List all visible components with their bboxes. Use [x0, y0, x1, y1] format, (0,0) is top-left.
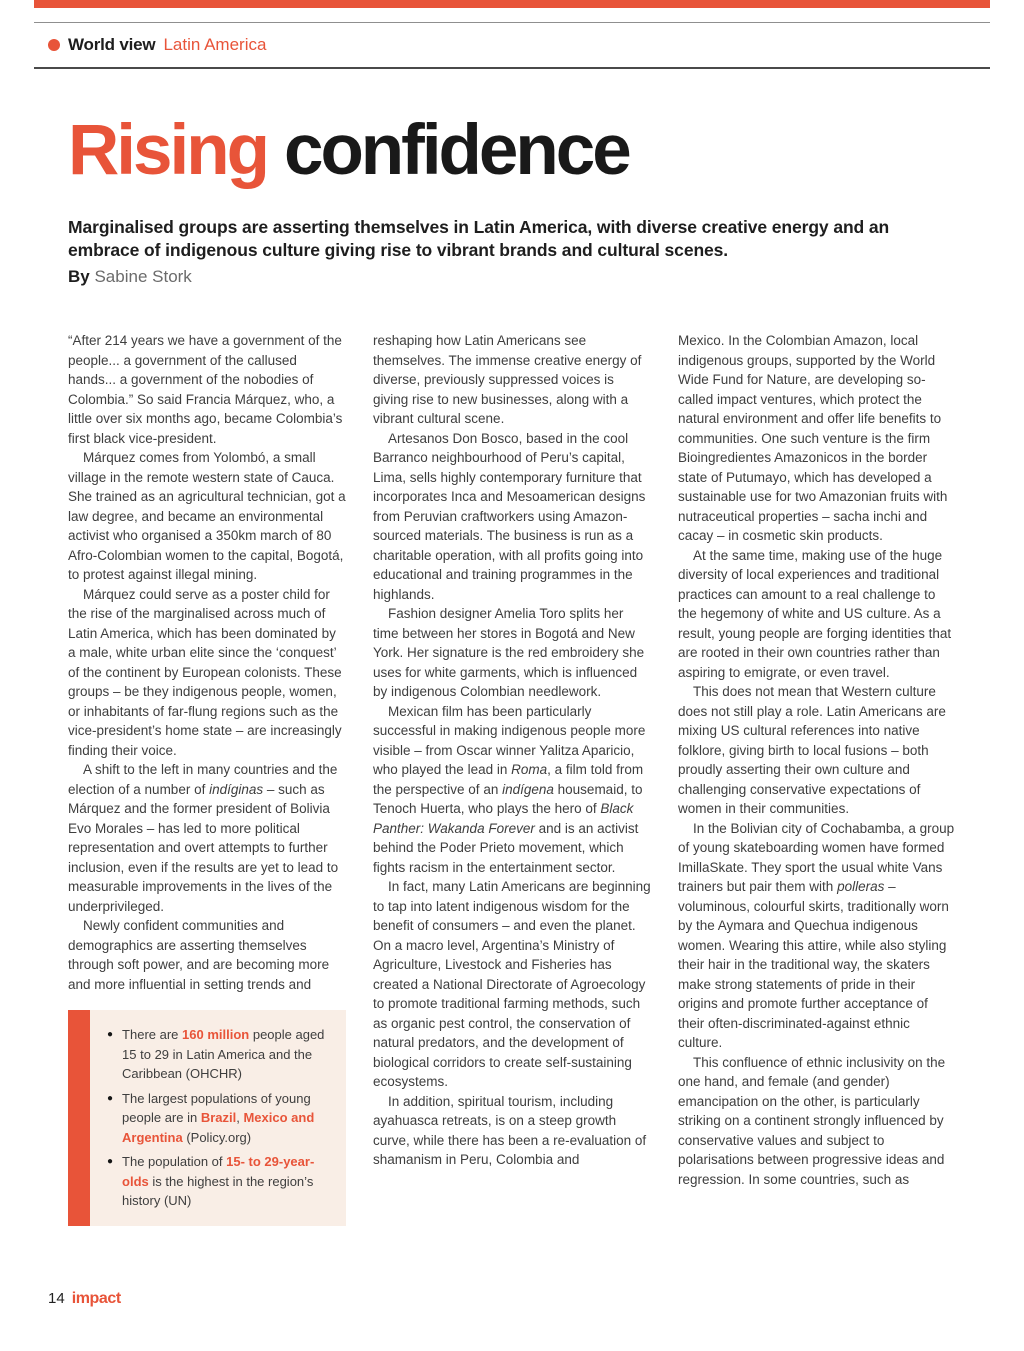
- section-bullet-icon: [48, 39, 60, 51]
- text-segment: In fact, many Latin Americans are beginning to tap into latent indigenous wisdom for the benefit of consumers – and even the planet. On a macro level, Argentina’s Ministry of Agriculture, Livestock and Fisheries has created a National Directorate of Agroecology to promote traditional farming methods, such as organic pest control, the conservation of natural predators, and the development of biological corridors to create self-sustaining ecosystems.: [373, 879, 651, 1090]
- article-paragraph: [678, 1053, 956, 1190]
- article-paragraph: [678, 331, 956, 546]
- byline: [68, 267, 956, 287]
- text-segment: Fashion designer Amelia Toro splits her time between her stores in Bogotá and New York. Her signature is the red embroidery she uses for white garments, which is influenced by indigenous Colombian needlework.: [373, 606, 645, 700]
- page-title: [68, 111, 990, 190]
- text-segment: reshaping how Latin Americans see themselves. The immense creative energy of diverse, previously suppressed voices is giving rise to new businesses, along with a vibrant cultural scene.: [373, 333, 642, 427]
- text-segment: A shift to the left in many countries and the election of a number of: [68, 762, 338, 797]
- byline-label: By: [68, 267, 90, 287]
- magazine-logo: impact: [71, 1290, 121, 1307]
- standfirst: Marginalised groups are asserting themselves in Latin America, with diverse creative energy and an embrace of indigenous culture giving rise to vibrant brands and cultural scenes.: [68, 217, 890, 261]
- text-segment: This confluence of ethnic inclusivity on the one hand, and female (and gender) emancipation on the other, is particularly striking on a continent strongly influenced by conservative values and subject to polarisations between progressive ideas and regression. In some countries, such as: [678, 1054, 946, 1187]
- text-segment: indígena: [502, 781, 554, 797]
- text-segment: housemaid, to Tenoch Huerta, who plays the hero of: [373, 781, 643, 817]
- bullet-icon: ●: [107, 1029, 114, 1041]
- article-paragraph: [373, 702, 651, 878]
- text-segment: 160 million: [182, 1027, 250, 1043]
- text-segment: In addition, spiritual tourism, including ayahuasca retreats, is on a steep growth curve, while there has been a re-evaluation of shamanism in Peru, Colombia and: [373, 1093, 647, 1168]
- article-paragraph: [68, 585, 346, 761]
- article-paragraph: [678, 819, 956, 1053]
- text-segment: people aged 15 to 29 in Latin America and the Caribbean (OHCHR): [122, 1027, 325, 1082]
- title-rest-word: confidence: [283, 111, 629, 190]
- callout-accent-bar: [68, 1010, 90, 1226]
- article-paragraph: [68, 760, 346, 916]
- section-header: [34, 23, 990, 67]
- bullet-icon: ●: [107, 1092, 114, 1104]
- text-segment: Brazil: [200, 1110, 237, 1126]
- section-label: World view: [68, 35, 156, 54]
- text-segment: – such as Márquez and the former president of Bolivia Evo Morales – has led to more political representation and overt attempts to further inclusion, even if the results are yet to lead to measurable improvements in the lives of the underprivileged.: [68, 781, 339, 914]
- article-paragraph: [68, 331, 346, 448]
- text-segment: Newly confident communities and demographics are asserting themselves through soft power, and are becoming more and more influential in setting trends and: [68, 918, 330, 992]
- callout-text: [122, 1152, 334, 1211]
- text-segment: Mexico. In the Colombian Amazon, local indigenous groups, supported by the World Wide Fund for Nature, are developing so-called impact ventures, which protect the natural environment and offer life benefits to communities. One such venture is the firm Bioingredientes Amazonicos in the border state of Putumayo, which has developed a sustainable use for two Amazonian fruits with nutraceutical properties – sacha inchi and cacay – in cosmetic skin products.: [678, 333, 948, 544]
- text-segment: There are: [122, 1027, 183, 1043]
- text-segment: The population of: [122, 1154, 227, 1170]
- article-column-2: [373, 331, 651, 1226]
- callout-item: [107, 1089, 334, 1148]
- text-segment: “After 214 years we have a government of the people... a government of the callused hands... a government of the nobodies of Colombia.” So said Francia Márquez, who, a little over six months ago, became Colombia’s first black vice-president.: [68, 333, 343, 446]
- text-segment: , a film told from the perspective of an: [373, 762, 644, 797]
- text-segment: Mexico and Argentina: [122, 1110, 315, 1145]
- text-segment: (Policy.org): [182, 1129, 252, 1145]
- byline-name: Sabine Stork: [94, 267, 192, 287]
- header-bottom-rule: [34, 67, 990, 69]
- callout-text: [122, 1025, 334, 1084]
- article-paragraph: [373, 877, 651, 1092]
- text-segment: The largest populations of young people are in: [122, 1090, 311, 1126]
- article-paragraph: [68, 916, 346, 994]
- text-segment: In the Bolivian city of Cochabamba, a group of young skateboarding women have formed ImillaSkate. They sport the usual white Vans trainers but pair them with: [678, 820, 955, 895]
- text-segment: ,: [236, 1110, 244, 1126]
- article-paragraph: [678, 682, 956, 819]
- page-footer: [48, 1290, 121, 1308]
- article-body: [68, 331, 956, 1226]
- text-segment: Black Panther: Wakanda Forever: [373, 801, 634, 836]
- page-number: 14: [48, 1290, 65, 1307]
- column-1-text: [68, 331, 346, 994]
- article-paragraph: [373, 604, 651, 702]
- section-topic: Latin America: [163, 35, 267, 54]
- stats-callout: [68, 1010, 346, 1226]
- bullet-icon: ●: [107, 1156, 114, 1168]
- text-segment: indíginas: [209, 781, 264, 797]
- callout-list: [90, 1010, 346, 1226]
- text-segment: At the same time, making use of the huge diversity of local experiences and traditional practices can amount to a real challenge to the hegemony of white and US culture. As a result, young people are forging identities that are rooted in their own countries rather than aspiring to emigrate, or even travel.: [678, 547, 952, 680]
- text-segment: Roma: [511, 762, 548, 778]
- text-segment: and is an activist behind the Poder Prieto movement, which fights racism in the entertainment sector.: [373, 820, 639, 875]
- text-segment: is the highest in the region’s history (UN): [122, 1173, 314, 1209]
- callout-item: [107, 1152, 334, 1211]
- text-segment: This does not mean that Western culture does not still play a role. Latin Americans are mixing US cultural references into native folklore, giving birth to local fusions – both proudly asserting their own culture and challenging conservative expectations of women in their communities.: [678, 684, 946, 817]
- article-paragraph: [68, 448, 346, 585]
- text-segment: Mexican film has been particularly successful in making indigenous people more visible – from Oscar winner Yalitza Aparicio, who played the lead in: [373, 703, 646, 778]
- article-column-1: [68, 331, 346, 1226]
- article-paragraph: [373, 331, 651, 429]
- text-segment: Márquez comes from Yolombó, a small village in the remote western state of Cauca. She trained as an agricultural technician, got a law degree, and became an environmental activist who organised a 350km march of 80 Afro-Colombian women to the capital, Bogotá, to protest against illegal mining.: [68, 450, 346, 583]
- text-segment: – voluminous, colourful skirts, traditionally worn by the Aymara and Quechua indigenous women. Wearing this attire, while also styling their hair in the traditional way, the skaters make strong statements of pride in their origins and promote further acceptance of their often-discriminated-against ethnic culture.: [678, 879, 949, 1051]
- top-accent-bar: [34, 0, 990, 8]
- article-column-3: [678, 331, 956, 1226]
- article-paragraph: [373, 1092, 651, 1170]
- text-segment: Artesanos Don Bosco, based in the cool Barranco neighbourhood of Peru’s capital, Lima, sells highly contemporary furniture that incorporates Inca and Mesoamerican designs from Peruvian craftworkers using Amazon-sourced materials. The business is run as a charitable operation, with all profits going into educational and training programmes in the highlands.: [373, 430, 646, 602]
- callout-text: [122, 1089, 334, 1148]
- text-segment: 15- to 29-year-olds: [122, 1154, 315, 1189]
- article-paragraph: [678, 546, 956, 683]
- article-paragraph: [373, 429, 651, 605]
- text-segment: Márquez could serve as a poster child for the rise of the marginalised across much of Latin America, which has been dominated by a male, white urban elite since the ‘conquest’ of the continent by European colonists. These groups – be they indigenous people, women, or inhabitants of far-flung regions such as the vice-president’s home state – are increasingly finding their voice.: [68, 586, 342, 758]
- text-segment: polleras: [837, 879, 885, 895]
- title-accent-word: Rising: [68, 111, 267, 190]
- callout-item: [107, 1025, 334, 1084]
